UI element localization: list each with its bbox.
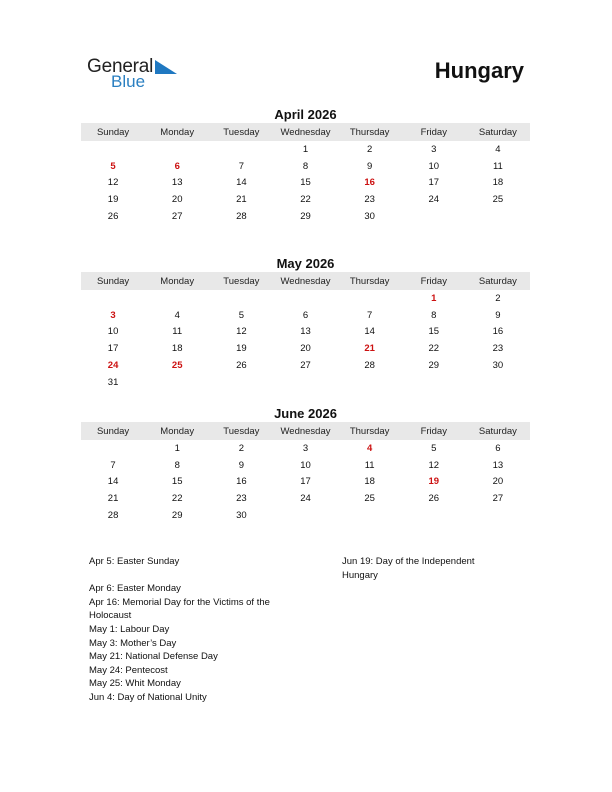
day-cell: 13 bbox=[300, 326, 311, 338]
day-cell: 7 bbox=[366, 309, 373, 321]
month-may bbox=[81, 255, 530, 391]
holiday-note: Apr 16: Memorial Day for the Victims of the bbox=[89, 596, 270, 608]
weekday-label: Tuesday bbox=[223, 425, 260, 437]
day-cell: 15 bbox=[300, 177, 311, 189]
day-cell: 18 bbox=[171, 343, 183, 355]
day-cell: 14 bbox=[364, 326, 375, 338]
holiday-note: May 1: Labour Day bbox=[89, 623, 170, 635]
day-cell: 11 bbox=[364, 459, 375, 471]
week-row bbox=[81, 474, 530, 491]
weekday-label: Tuesday bbox=[223, 275, 260, 287]
day-cell: 4 bbox=[495, 143, 501, 155]
day-cell: 10 bbox=[428, 160, 440, 172]
day-cell: 10 bbox=[107, 326, 119, 338]
week-row bbox=[81, 141, 530, 158]
day-cell: 18 bbox=[364, 476, 375, 488]
day-cell: 29 bbox=[428, 360, 440, 372]
logo-blue-text: Blue bbox=[111, 72, 146, 91]
day-cell: 30 bbox=[364, 211, 375, 223]
holiday-day-cell: 24 bbox=[107, 360, 119, 372]
month-june bbox=[81, 405, 530, 524]
day-cell: 8 bbox=[302, 160, 309, 172]
day-cell: 20 bbox=[171, 194, 183, 206]
day-cell: 12 bbox=[236, 326, 247, 338]
weekday-label: Saturday bbox=[478, 425, 517, 437]
day-cell: 24 bbox=[428, 194, 440, 206]
day-cell: 12 bbox=[107, 177, 119, 189]
weekday-label: Saturday bbox=[478, 126, 517, 138]
week-row bbox=[81, 340, 530, 357]
day-cell: 25 bbox=[364, 493, 375, 505]
holiday-note: Hungary bbox=[342, 569, 378, 581]
day-cell: 8 bbox=[174, 459, 180, 471]
week-row bbox=[81, 175, 530, 192]
day-cell: 11 bbox=[492, 160, 503, 172]
holiday-notes-left bbox=[89, 555, 319, 705]
week-row bbox=[81, 158, 530, 175]
day-cell: 22 bbox=[428, 343, 440, 355]
day-cell: 3 bbox=[431, 143, 437, 155]
holiday-note bbox=[89, 569, 319, 583]
day-cell: 19 bbox=[107, 194, 119, 206]
day-cell: 24 bbox=[300, 493, 311, 505]
day-cell: 10 bbox=[300, 459, 311, 471]
day-cell: 2 bbox=[238, 442, 244, 454]
weekday-label: Thursday bbox=[349, 126, 390, 138]
day-cell: 23 bbox=[364, 194, 375, 206]
day-cell: 14 bbox=[236, 177, 247, 189]
week-row bbox=[81, 374, 530, 391]
holiday-day-cell: 1 bbox=[431, 292, 437, 304]
holiday-day-cell: 4 bbox=[366, 442, 373, 454]
day-cell: 2 bbox=[366, 143, 373, 155]
holiday-notes-right bbox=[342, 555, 522, 582]
holiday-day-cell: 21 bbox=[364, 343, 375, 355]
holiday-day-cell: 3 bbox=[110, 309, 116, 321]
holiday-day-cell: 19 bbox=[428, 476, 440, 488]
day-cell: 17 bbox=[107, 343, 119, 355]
day-cell: 26 bbox=[236, 360, 247, 372]
day-cell: 9 bbox=[495, 309, 501, 321]
day-cell: 20 bbox=[492, 476, 504, 488]
day-cell: 29 bbox=[300, 211, 311, 223]
weekday-label: Wednesday bbox=[280, 126, 331, 138]
week-row bbox=[81, 324, 530, 341]
day-cell: 6 bbox=[495, 442, 501, 454]
month-title: May 2026 bbox=[276, 256, 335, 271]
holiday-note: Holocaust bbox=[89, 610, 132, 622]
day-cell: 30 bbox=[492, 360, 504, 372]
day-cell: 17 bbox=[428, 177, 440, 189]
weekday-label: Thursday bbox=[349, 425, 390, 437]
weekday-label: Monday bbox=[160, 425, 195, 437]
weekday-label: Monday bbox=[160, 126, 195, 138]
holiday-note: Apr 5: Easter Sunday bbox=[89, 556, 180, 567]
day-cell: 15 bbox=[171, 476, 183, 488]
day-cell: 2 bbox=[495, 292, 501, 304]
holiday-note: Apr 6: Easter Monday bbox=[89, 583, 181, 595]
day-cell: 25 bbox=[492, 194, 504, 206]
weekday-label: Sunday bbox=[96, 275, 130, 287]
day-cell: 5 bbox=[238, 309, 244, 321]
holiday-note: May 21: National Defense Day bbox=[89, 651, 218, 663]
day-cell: 27 bbox=[492, 493, 504, 505]
holiday-note: May 3: Mother’s Day bbox=[89, 637, 177, 649]
day-cell: 16 bbox=[236, 476, 247, 488]
weekday-label: Friday bbox=[420, 425, 447, 437]
day-cell: 3 bbox=[302, 442, 309, 454]
holiday-day-cell: 16 bbox=[364, 177, 375, 189]
day-cell: 28 bbox=[107, 510, 119, 522]
holiday-day-cell: 6 bbox=[174, 160, 180, 172]
weekday-label: Sunday bbox=[96, 126, 130, 138]
day-cell: 8 bbox=[431, 309, 437, 321]
week-row bbox=[81, 307, 530, 324]
day-cell: 9 bbox=[238, 459, 244, 471]
day-cell: 31 bbox=[107, 376, 119, 388]
day-cell: 14 bbox=[107, 476, 119, 488]
day-cell: 5 bbox=[431, 442, 437, 454]
weekday-header bbox=[81, 123, 530, 141]
day-cell: 20 bbox=[300, 343, 311, 355]
day-cell: 28 bbox=[364, 360, 375, 372]
holiday-note: May 24: Pentecost bbox=[89, 664, 168, 676]
weekday-header bbox=[81, 422, 530, 440]
day-cell: 27 bbox=[171, 211, 183, 223]
day-cell: 30 bbox=[236, 510, 247, 522]
country-title: Hungary bbox=[434, 58, 524, 83]
day-cell: 29 bbox=[171, 510, 183, 522]
week-row bbox=[81, 507, 530, 524]
month-title: April 2026 bbox=[274, 107, 337, 122]
day-cell: 21 bbox=[107, 493, 119, 505]
day-cell: 26 bbox=[428, 493, 440, 505]
holiday-day-cell: 25 bbox=[171, 360, 183, 372]
day-cell: 26 bbox=[107, 211, 119, 223]
day-cell: 23 bbox=[492, 343, 504, 355]
day-cell: 27 bbox=[300, 360, 311, 372]
day-cell: 4 bbox=[174, 309, 180, 321]
day-cell: 7 bbox=[110, 459, 116, 471]
weekday-label: Friday bbox=[420, 126, 447, 138]
weekday-label: Tuesday bbox=[223, 126, 260, 138]
day-cell: 15 bbox=[428, 326, 440, 338]
day-cell: 16 bbox=[492, 326, 504, 338]
weekday-label: Wednesday bbox=[280, 275, 331, 287]
day-cell: 21 bbox=[236, 194, 247, 206]
week-row bbox=[81, 208, 530, 225]
day-cell: 11 bbox=[172, 326, 183, 338]
holiday-day-cell: 5 bbox=[110, 160, 116, 172]
day-cell: 18 bbox=[492, 177, 504, 189]
weekday-label: Sunday bbox=[96, 425, 130, 437]
day-cell: 22 bbox=[171, 493, 183, 505]
holiday-note: Jun 19: Day of the Independent bbox=[342, 556, 475, 567]
day-cell: 19 bbox=[236, 343, 247, 355]
week-row bbox=[81, 440, 530, 457]
day-cell: 1 bbox=[302, 143, 309, 155]
week-row bbox=[81, 191, 530, 208]
month-april bbox=[81, 106, 530, 225]
logo-triangle-icon bbox=[155, 60, 177, 74]
weekday-label: Monday bbox=[160, 275, 195, 287]
day-cell: 9 bbox=[366, 160, 373, 172]
week-row bbox=[81, 457, 530, 474]
day-cell: 28 bbox=[236, 211, 247, 223]
holiday-note: Jun 4: Day of National Unity bbox=[89, 691, 207, 703]
month-title: June 2026 bbox=[274, 406, 337, 421]
day-cell: 13 bbox=[171, 177, 183, 189]
day-cell: 7 bbox=[238, 160, 244, 172]
day-cell: 22 bbox=[300, 194, 311, 206]
day-cell: 17 bbox=[300, 476, 311, 488]
weekday-label: Wednesday bbox=[280, 425, 331, 437]
day-cell: 1 bbox=[174, 442, 180, 454]
weekday-label: Thursday bbox=[349, 275, 390, 287]
weekday-label: Saturday bbox=[478, 275, 517, 287]
day-cell: 12 bbox=[428, 459, 440, 471]
weekday-header bbox=[81, 272, 530, 290]
holiday-note: May 25: Whit Monday bbox=[89, 678, 181, 690]
generalblue-logo bbox=[87, 56, 187, 92]
day-cell: 13 bbox=[492, 459, 504, 471]
day-cell: 6 bbox=[302, 309, 309, 321]
week-row bbox=[81, 357, 530, 374]
day-cell: 23 bbox=[236, 493, 247, 505]
week-row bbox=[81, 290, 530, 307]
logo-general-text: General bbox=[87, 56, 154, 77]
week-row bbox=[81, 490, 530, 507]
weekday-label: Friday bbox=[420, 275, 447, 287]
